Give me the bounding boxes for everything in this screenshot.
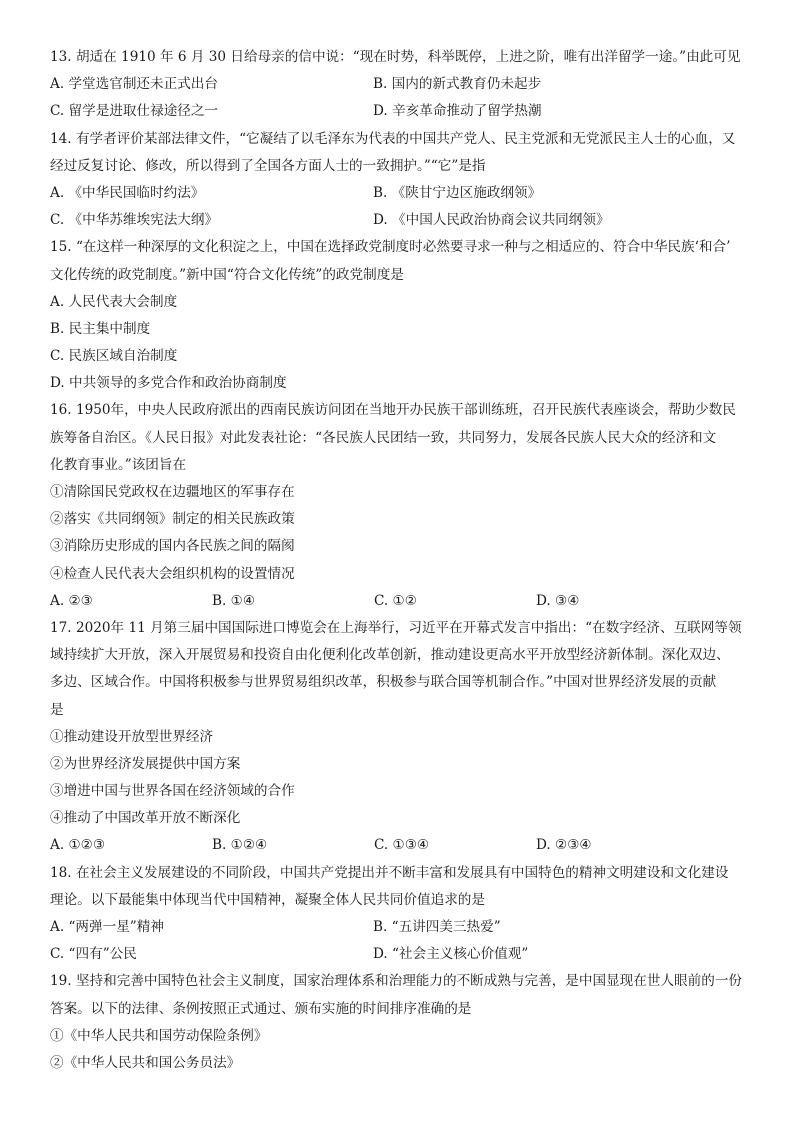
q14-options-row-1: [50, 180, 755, 207]
q14-stem-line-1: 14. 有学者评价某部法律文件，“它凝结了以毛泽东为代表的中国共产党人、民主党派和无党派民主人士的心血，又: [50, 130, 736, 147]
q18-option-c[interactable]: C. “四有”公民: [50, 946, 137, 963]
q17-stem-line-3: 多边、区域合作。中国将积极参与世界贸易组织改革，积极参与联合国等机制合作。”中国对世界经济发展的贡献: [50, 674, 717, 691]
q15-option-b[interactable]: B. 民主集中制度: [50, 320, 151, 337]
q13-option-a[interactable]: A. 学堂选官制还未正式出台: [50, 76, 218, 93]
q18-option-a[interactable]: A. “两弹一星”精神: [50, 919, 164, 935]
q13-option-c[interactable]: C. 留学是进取仕禄途径之一: [50, 103, 219, 120]
q13-options-row-1: [50, 71, 755, 98]
q19-item-1: ①《中华人民共和国劳动保险条例》: [50, 1027, 268, 1044]
q18-option-d[interactable]: D. “社会主义核心价值观”: [373, 946, 529, 963]
q15-option-c[interactable]: C. 民族区域自治制度: [50, 348, 178, 365]
q14-options-row-2: [50, 207, 755, 234]
q17-option-c[interactable]: C. ①③④: [374, 837, 430, 854]
q17-stem-line-1: 17. 2020年 11 月第三届中国国际进口博览会在上海举行，习近平在开幕式发言中指出：“在数字经济、互联网等领: [50, 619, 742, 636]
q17-stem-line-4: 是: [50, 701, 64, 718]
q18-option-b[interactable]: B. “五讲四美三热爱”: [373, 919, 501, 935]
q17-option-b[interactable]: B. ①②④: [212, 837, 268, 854]
q16-stem-line-2: 族筹备自治区。《人民日报》对此发表社论：“各民族人民团结一致，共同努力，发展各民族人民大众的经济和文: [50, 429, 717, 446]
q15-stem-line-2: 文化传统的政党制度。”新中国“符合文化传统”的政党制度是: [50, 266, 404, 283]
q13-option-d[interactable]: D. 辛亥革命推动了留学热潮: [373, 103, 542, 120]
q18-stem-line-2: 理论。以下最能集中体现当代中国精神，凝聚全体人民共同价值追求的是: [50, 891, 485, 908]
q17-options-row: [50, 832, 755, 859]
q14-option-b[interactable]: B. 《陕甘宁边区施政纲领》: [373, 184, 542, 201]
q17-stem-line-2: 域持续扩大开放，深入开展贸易和投资自由化便利化改革创新，推动建设更高水平开放型经济新体制。深化双边、: [50, 647, 730, 664]
q13-option-b[interactable]: B. 国内的新式教育仍未起步: [373, 76, 542, 93]
q16-options-row: [50, 588, 755, 615]
q19-item-2: ②《中华人民共和国公务员法》: [50, 1054, 241, 1071]
exam-page: [50, 44, 755, 1077]
q15-stem-line-1: 15. “在这样一种深厚的文化积淀之上，中国在选择政党制度时必然要寻求一种与之相适应的、符合中华民族‘和合’: [50, 239, 731, 256]
q16-option-a[interactable]: A. ②③: [50, 592, 93, 609]
q14-option-d[interactable]: D. 《中国人民政治协商会议共同纲领》: [373, 212, 610, 229]
q16-option-d[interactable]: D. ③④: [536, 592, 580, 609]
q16-item-4: ④检查人民代表大会组织机构的设置情况: [50, 565, 295, 582]
q16-item-1: ①清除国民党政权在边疆地区的军事存在: [50, 484, 295, 500]
q13-options-row-2: [50, 98, 755, 125]
q18-stem-line-1: 18. 在社会主义发展建设的不同阶段，中国共产党提出并不断丰富和发展具有中国特色的精神文明建设和文化建设: [50, 864, 729, 881]
q16-option-c[interactable]: C. ①②: [374, 592, 417, 609]
q13-stem: 13. 胡适在 1910 年 6 月 30 日给母亲的信中说：“现在时势，科举既停，上进之阶，唯有出洋留学一途。”由此可见: [50, 49, 741, 65]
q17-option-a[interactable]: A. ①②③: [50, 837, 106, 854]
q14-stem-line-2: 经过反复讨论、修改，所以得到了全国各方面人士的一致拥护。”“它”是指: [50, 157, 486, 174]
q15-option-d[interactable]: D. 中共领导的多党合作和政治协商制度: [50, 375, 287, 392]
q15-option-a[interactable]: A. 人民代表大会制度: [50, 293, 178, 310]
q19-stem-line-1: 19. 坚持和完善中国特色社会主义制度，国家治理体系和治理能力的不断成熟与完善，是中国显现在世人眼前的一份: [50, 973, 743, 990]
q17-option-d[interactable]: D. ②③④: [536, 837, 592, 854]
q16-stem-line-1: 16. 1950年，中央人民政府派出的西南民族访问团在当地开办民族干部训练班，召开民族代表座谈会，帮助少数民: [50, 402, 736, 419]
q16-item-3: ③消除历史形成的国内各民族之间的隔阂: [50, 538, 295, 555]
q14-option-c[interactable]: C. 《中华苏维埃宪法大纲》: [50, 212, 219, 229]
q18-options-row-1: [50, 914, 755, 941]
q17-item-1: ①推动建设开放型世界经济: [50, 728, 214, 745]
q16-item-2: ②落实《共同纲领》制定的相关民族政策: [50, 511, 295, 528]
q14-option-a[interactable]: A. 《中华民国临时约法》: [50, 184, 205, 201]
q16-option-b[interactable]: B. ①④: [212, 592, 256, 609]
q17-item-3: ③增进中国与世界各国在经济领域的合作: [50, 783, 295, 800]
q19-stem-line-2: 答案。以下的法律、条例按照正式通过、颁布实施的时间排序准确的是: [50, 1000, 472, 1017]
q17-item-4: ④推动了中国改革开放不断深化: [50, 810, 241, 827]
q16-stem-line-3: 化教育事业。”该团旨在: [50, 456, 187, 473]
q18-options-row-2: [50, 941, 755, 968]
q17-item-2: ②为世界经济发展提供中国方案: [50, 755, 241, 772]
